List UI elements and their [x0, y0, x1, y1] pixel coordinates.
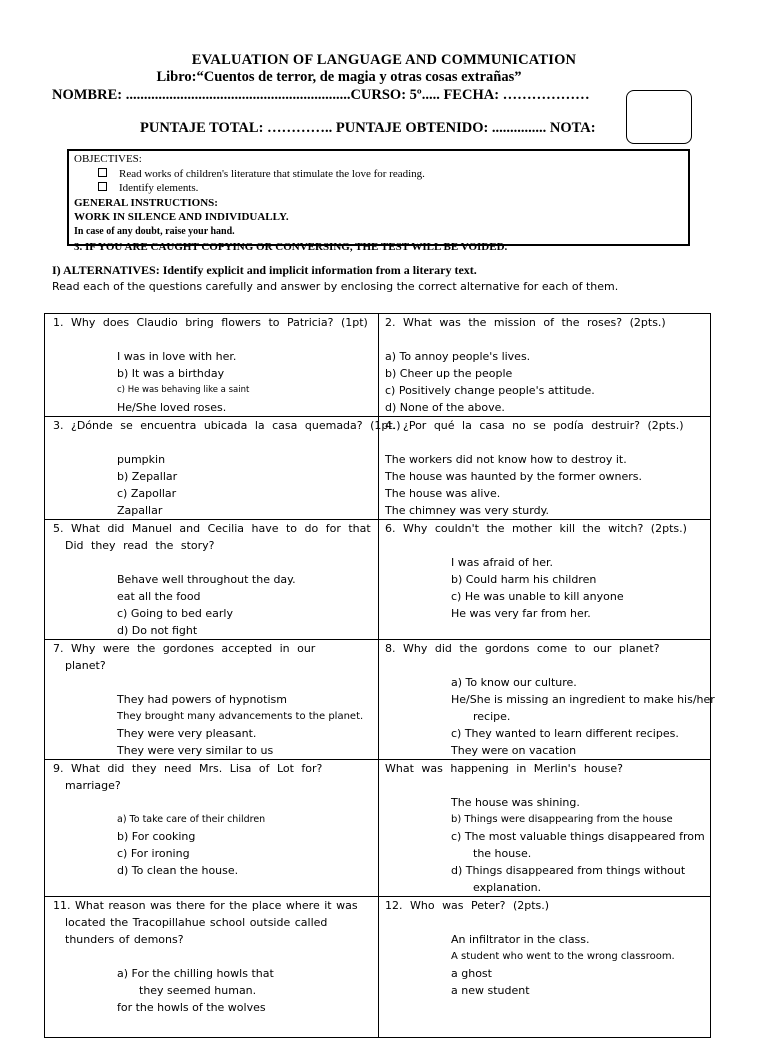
- book-title: Libro:“Cuentos de terror, de magia y otras cosas extrañas”: [156, 69, 522, 85]
- option[interactable]: The house was haunted by the former owners.: [385, 470, 642, 483]
- option[interactable]: They were very pleasant.: [117, 727, 257, 740]
- name-course-date-line[interactable]: NOMBRE: ..............................................................CURSO: 5º..... FECHA: ………………: [52, 87, 590, 103]
- table-row: [45, 417, 711, 520]
- option[interactable]: pumpkin: [117, 453, 166, 466]
- option[interactable]: He/She loved roses.: [117, 401, 227, 414]
- option[interactable]: b) Things were disappearing from the house: [451, 814, 673, 825]
- option[interactable]: They brought many advancements to the planet.: [117, 711, 364, 722]
- option[interactable]: An infiltrator in the class.: [451, 933, 590, 946]
- checkbox-icon: [98, 182, 107, 191]
- question-3: 3. ¿Dónde se encuentra ubicada la casa quemada? (1pt.) pumpkin b) Zepallar c) Zapollar Zapallar: [45, 417, 379, 520]
- instruction-copying: 3. IF YOU ARE CAUGHT COPYING OR CONVERSING, THE TEST WILL BE VOIDED.: [74, 240, 508, 253]
- question-2: 2. What was the mission of the roses? (2pts.) a) To annoy people's lives. b) Cheer up the people c) Positively change people's attitude. d) None of the above.: [379, 314, 711, 417]
- option[interactable]: a) To take care of their children: [117, 814, 266, 825]
- option[interactable]: eat all the food: [117, 590, 201, 603]
- checkbox-icon: [98, 168, 107, 177]
- table-row: [45, 520, 711, 640]
- option[interactable]: c) They wanted to learn different recipes.: [451, 727, 679, 740]
- objective-item: Identify elements.: [74, 181, 683, 196]
- question-5: 5. What did Manuel and Cecilia have to do for that Did they read the story? Behave well throughout the day. eat all the food c) Going to bed early d) Do not fight: [45, 520, 379, 640]
- option[interactable]: a new student: [451, 984, 530, 997]
- option[interactable]: I was in love with her.: [117, 350, 237, 363]
- question-4: 4. ¿Por qué la casa no se podía destruir? (2pts.) The workers did not know how to destroy it. The house was haunted by the former owners. The house was alive. The chimney was very sturdy.: [379, 417, 711, 520]
- option[interactable]: a) To know our culture.: [451, 676, 577, 689]
- option-continued: they seemed human.: [139, 984, 257, 997]
- option[interactable]: He was very far from her.: [451, 607, 591, 620]
- option[interactable]: The workers did not know how to destroy it.: [385, 453, 627, 466]
- option-continued: recipe.: [473, 710, 511, 723]
- question-11: 11. What reason was there for the place where it was located the Tracopillahue school outside called thunders of demons? a) For the chilling howls that they seemed human. for the howls of the wolves: [45, 897, 379, 1038]
- instructions-heading: GENERAL INSTRUCTIONS:: [74, 196, 218, 209]
- table-row: [45, 314, 711, 417]
- question-9: 9. What did they need Mrs. Lisa of Lot for? marriage? a) To take care of their children b) For cooking c) For ironing d) To clean the house.: [45, 760, 379, 897]
- instruction-silence: WORK IN SILENCE AND INDIVIDUALLY.: [74, 211, 289, 224]
- option[interactable]: c) The most valuable things disappeared from: [451, 830, 705, 843]
- option[interactable]: b) Could harm his children: [451, 573, 597, 586]
- option[interactable]: I was afraid of her.: [451, 556, 553, 569]
- section-heading: I) ALTERNATIVES: Identify explicit and implicit information from a literary text.: [52, 263, 477, 277]
- option[interactable]: b) For cooking: [117, 830, 196, 843]
- question-12: 12. Who was Peter? (2pts.) An infiltrator in the class. A student who went to the wrong classroom. a ghost a new student: [379, 897, 711, 1038]
- option[interactable]: d) Things disappeared from things without: [451, 864, 686, 877]
- option[interactable]: A student who went to the wrong classroom.: [451, 951, 675, 962]
- section-instructions: Read each of the questions carefully and answer by enclosing the correct alternative for each of them.: [52, 280, 619, 293]
- option[interactable]: They were on vacation: [451, 744, 577, 757]
- option[interactable]: c) For ironing: [117, 847, 190, 860]
- option[interactable]: The chimney was very sturdy.: [385, 504, 550, 517]
- option[interactable]: c) Positively change people's attitude.: [385, 384, 595, 397]
- question-6: 6. Why couldn't the mother kill the witch? (2pts.) I was afraid of her. b) Could harm his children c) He was unable to kill anyone He was very far from her.: [379, 520, 711, 640]
- option[interactable]: a ghost: [451, 967, 492, 980]
- page-title: EVALUATION OF LANGUAGE AND COMMUNICATION: [191, 52, 577, 68]
- questions-table: [44, 313, 715, 1038]
- option[interactable]: They were very similar to us: [117, 744, 274, 757]
- option-continued: the house.: [473, 847, 532, 860]
- grade-box[interactable]: [626, 90, 692, 144]
- question-10: What was happening in Merlin's house? The house was shining. b) Things were disappearing from the house c) The most valuable things disappeared from the house. d) Things disappeared from things without explanation.: [379, 760, 711, 897]
- instruction-doubt: In case of any doubt, raise your hand.: [74, 225, 235, 237]
- option[interactable]: d) Do not fight: [117, 624, 198, 637]
- question-1: 1. Why does Claudio bring flowers to Patricia? (1pt) I was in love with her. b) It was a birthday c) He was behaving like a saint He/She loved roses.: [45, 314, 379, 417]
- option[interactable]: The house was shining.: [451, 796, 580, 809]
- objective-item: Read works of children's literature that stimulate the love for reading.: [74, 167, 683, 182]
- objectives-box: [67, 149, 690, 253]
- option[interactable]: d) To clean the house.: [117, 864, 239, 877]
- option[interactable]: b) It was a birthday: [117, 367, 225, 380]
- option[interactable]: c) He was behaving like a saint: [117, 385, 250, 395]
- table-row: [45, 760, 711, 897]
- option[interactable]: He/She is missing an ingredient to make his/her: [451, 693, 715, 706]
- option[interactable]: a) To annoy people's lives.: [385, 350, 531, 363]
- option[interactable]: They had powers of hypnotism: [117, 693, 287, 706]
- option[interactable]: Zapallar: [117, 504, 163, 517]
- option[interactable]: b) Cheer up the people: [385, 367, 513, 380]
- question-8: 8. Why did the gordons come to our planet? a) To know our culture. He/She is missing an ingredient to make his/her recipe. c) They wanted to learn different recipes. They were on vacation: [379, 640, 711, 760]
- option[interactable]: for the howls of the wolves: [117, 1001, 266, 1014]
- option[interactable]: Behave well throughout the day.: [117, 573, 296, 586]
- option[interactable]: The house was alive.: [385, 487, 501, 500]
- question-7: 7. Why were the gordones accepted in our planet? They had powers of hypnotism They brought many advancements to the planet. They were very pleasant. They were very similar to us: [45, 640, 379, 760]
- table-row: [45, 897, 711, 1038]
- option[interactable]: c) Going to bed early: [117, 607, 233, 620]
- option-continued: explanation.: [473, 881, 542, 894]
- score-line: PUNTAJE TOTAL: ………….. PUNTAJE OBTENIDO: ............... NOTA:: [140, 120, 596, 136]
- objectives-heading: OBJECTIVES:: [74, 153, 142, 165]
- option[interactable]: b) Zepallar: [117, 470, 178, 483]
- option[interactable]: c) Zapollar: [117, 487, 177, 500]
- option[interactable]: d) None of the above.: [385, 401, 505, 414]
- table-row: [45, 640, 711, 760]
- option[interactable]: c) He was unable to kill anyone: [451, 590, 624, 603]
- option[interactable]: a) For the chilling howls that: [117, 967, 274, 980]
